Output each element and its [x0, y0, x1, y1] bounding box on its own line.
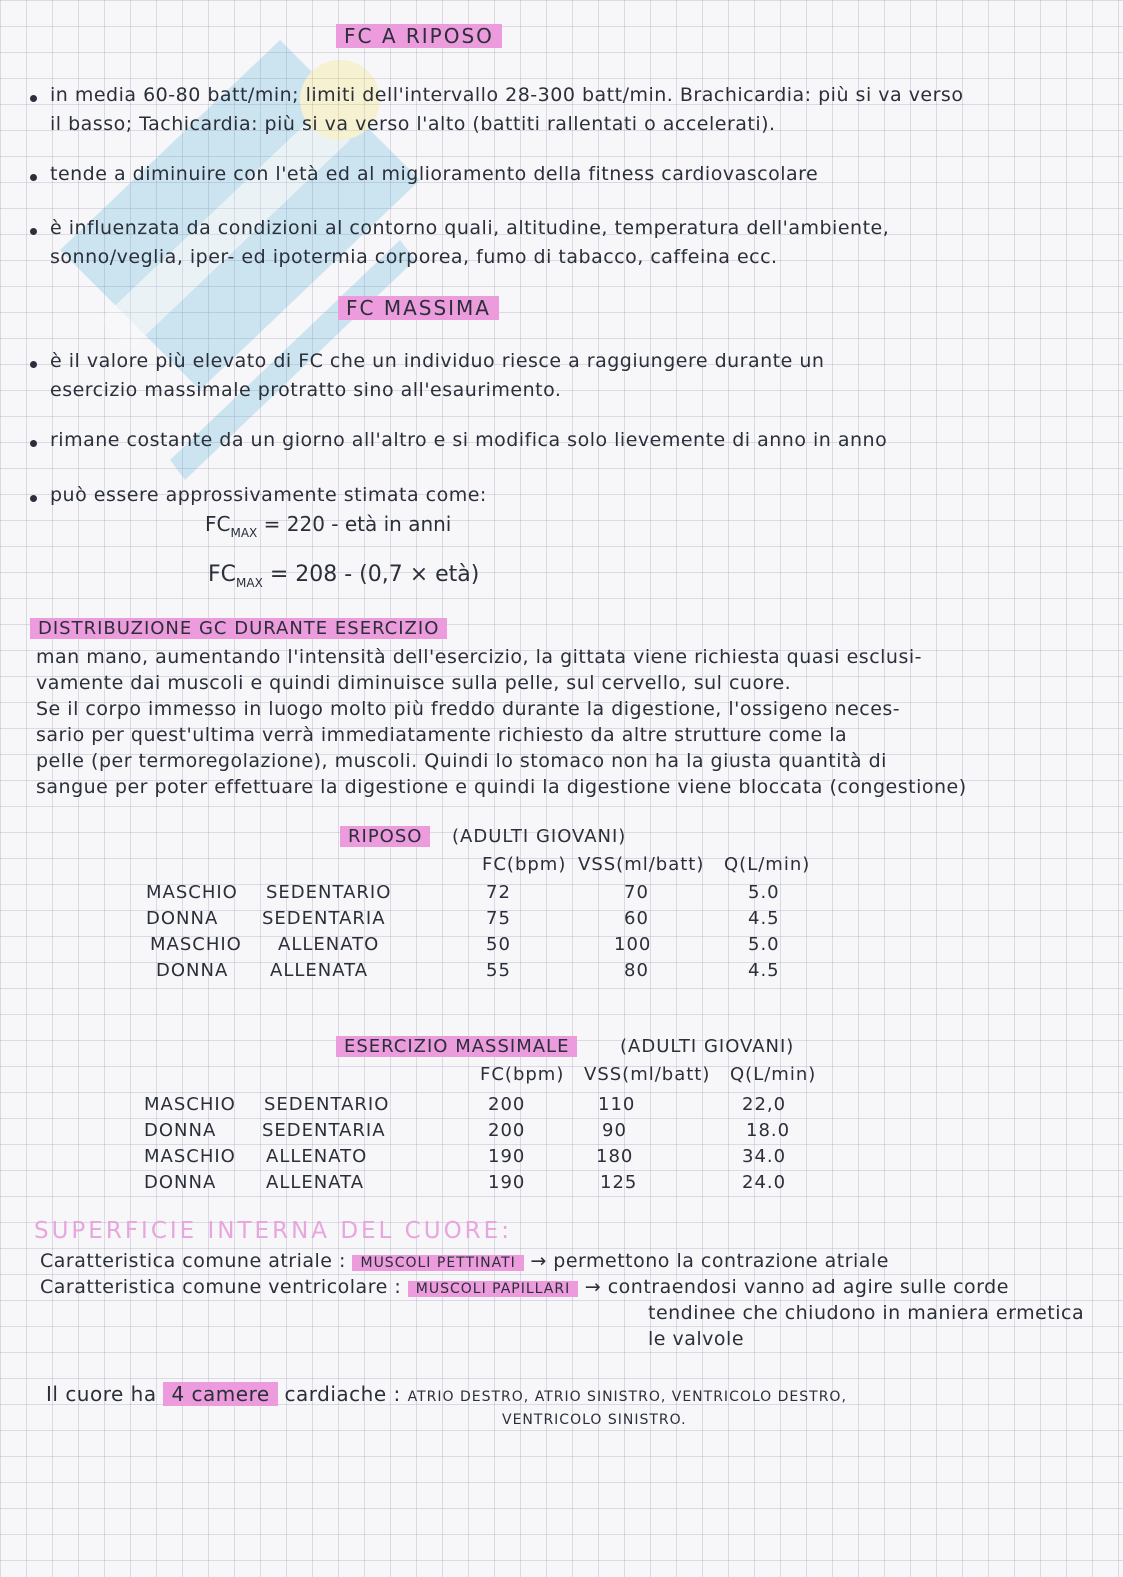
column-header: VSS(ml/batt) — [584, 1064, 711, 1085]
line-prefix: Caratteristica comune ventricolare : — [40, 1276, 402, 1298]
text-line: sangue per poter effettuare la digestione e quindi la digestione viene bloccata (congestione) — [36, 776, 967, 798]
text-line: rimane costante da un giorno all'altro e si modifica solo lievemente di anno in anno — [50, 429, 888, 451]
cell-q: 18.0 — [746, 1120, 791, 1141]
row-label: MASCHIO — [144, 1094, 236, 1115]
table-title-esercizio: ESERCIZIO MASSIMALE — [336, 1036, 577, 1057]
bullet-dot — [30, 174, 37, 181]
cell-q: 5.0 — [748, 882, 780, 903]
column-header: FC(bpm) — [482, 854, 567, 875]
formula-right: = 220 - età in anni — [263, 512, 452, 536]
line-rest: → permettono la contrazione atriale — [530, 1250, 889, 1272]
text-line: è il valore più elevato di FC che un individuo riesce a raggiungere durante un — [50, 350, 825, 372]
formula-sub: MAX — [230, 526, 258, 540]
cell-vss: 125 — [600, 1172, 638, 1193]
text-line: le valvole — [648, 1328, 745, 1350]
cell-fc: 190 — [488, 1172, 526, 1193]
section-title-superficie: SUPERFICIE INTERNA DEL CUORE: — [34, 1218, 512, 1244]
row-status: SEDENTARIO — [266, 882, 392, 903]
text-line: pelle (per termoregolazione), muscoli. Quindi lo stomaco non ha la giusta quantità di — [36, 750, 887, 772]
line-rest: → contraendosi vanno ad agire sulle corde — [584, 1276, 1009, 1298]
row-label: DONNA — [156, 960, 229, 981]
text-line — [46, 1382, 847, 1406]
section-title-distribuzione: DISTRIBUZIONE GC DURANTE ESERCIZIO — [30, 618, 447, 639]
text-line: tendinee che chiudono in maniera ermetica — [648, 1302, 1085, 1324]
row-label: MASCHIO — [144, 1146, 236, 1167]
row-status: ALLENATA — [270, 960, 369, 981]
cell-q: 34.0 — [742, 1146, 787, 1167]
row-status: SEDENTARIA — [262, 1120, 386, 1141]
cell-vss: 80 — [624, 960, 649, 981]
term-highlight: MUSCOLI PAPILLARI — [408, 1281, 578, 1297]
chambers-list: ATRIO DESTRO, ATRIO SINISTRO, VENTRICOLO DESTRO, — [407, 1389, 847, 1405]
line-prefix: Il cuore ha — [46, 1382, 157, 1406]
cell-vss: 90 — [602, 1120, 627, 1141]
section-title-fc-massima: FC MASSIMA — [338, 296, 499, 320]
row-label: DONNA — [146, 908, 219, 929]
column-header: Q(L/min) — [724, 854, 811, 875]
row-status: ALLENATO — [278, 934, 380, 955]
formula-sub: MAX — [236, 576, 263, 590]
cell-q: 4.5 — [748, 960, 780, 981]
cell-q: 24.0 — [742, 1172, 787, 1193]
cell-vss: 60 — [624, 908, 649, 929]
cell-q: 4.5 — [748, 908, 780, 929]
term-highlight: 4 camere — [163, 1382, 277, 1406]
cell-vss: 100 — [614, 934, 652, 955]
line-rest: cardiache : — [284, 1382, 401, 1406]
text-line: Se il corpo immesso in luogo molto più freddo durante la digestione, l'ossigeno neces- — [36, 698, 901, 720]
text-line: tende a diminuire con l'età ed al miglioramento della fitness cardiovascolare — [50, 163, 819, 185]
text-line: è influenzata da condizioni al contorno quali, altitudine, temperatura dell'ambiente, — [50, 217, 890, 239]
row-label: MASCHIO — [150, 934, 242, 955]
cell-vss: 70 — [624, 882, 649, 903]
cell-q: 22,0 — [742, 1094, 787, 1115]
text-line: man mano, aumentando l'intensità dell'esercizio, la gittata viene richiesta quasi esclusi- — [36, 646, 923, 668]
bullet-dot — [30, 95, 37, 102]
table-subtitle: (ADULTI GIOVANI) — [452, 826, 627, 847]
chambers-list-cont: VENTRICOLO SINISTRO. — [502, 1412, 687, 1428]
table-title-riposo: RIPOSO — [340, 826, 430, 847]
text-line: può essere approssivamente stimata come: — [50, 484, 487, 506]
bullet-dot — [30, 495, 37, 502]
row-label: MASCHIO — [146, 882, 238, 903]
row-status: SEDENTARIO — [264, 1094, 390, 1115]
cell-fc: 72 — [486, 882, 511, 903]
formula-right: = 208 - (0,7 × età) — [269, 562, 480, 587]
row-status: SEDENTARIA — [262, 908, 386, 929]
text-line: vamente dai muscoli e quindi diminuisce sulla pelle, sul cervello, sul cuore. — [36, 672, 792, 694]
text-line: il basso; Tachicardia: più si va verso l'alto (battiti rallentati o accelerati). — [50, 113, 776, 135]
cell-fc: 55 — [486, 960, 511, 981]
cell-fc: 50 — [486, 934, 511, 955]
cell-fc: 190 — [488, 1146, 526, 1167]
table-subtitle: (ADULTI GIOVANI) — [620, 1036, 795, 1057]
text-line — [40, 1276, 1009, 1298]
column-header: Q(L/min) — [730, 1064, 817, 1085]
cell-vss: 180 — [596, 1146, 634, 1167]
row-status: ALLENATO — [266, 1146, 368, 1167]
column-header: VSS(ml/batt) — [578, 854, 705, 875]
formula-fcmax-1 — [205, 512, 451, 540]
formula-left: FC — [205, 512, 231, 536]
cell-q: 5.0 — [748, 934, 780, 955]
term-highlight: MUSCOLI PETTINATI — [352, 1255, 523, 1271]
cell-fc: 200 — [488, 1094, 526, 1115]
row-status: ALLENATA — [266, 1172, 365, 1193]
text-line: sonno/veglia, iper- ed ipotermia corporea, fumo di tabacco, caffeina ecc. — [50, 246, 778, 268]
formula-left: FC — [208, 562, 237, 587]
line-prefix: Caratteristica comune atriale : — [40, 1250, 346, 1272]
text-line: sario per quest'ultima verrà immediatamente richiesto da altre strutture come la — [36, 724, 848, 746]
cell-fc: 200 — [488, 1120, 526, 1141]
text-line: in media 60-80 batt/min; limiti dell'intervallo 28-300 batt/min. Brachicardia: più si va verso — [50, 84, 964, 106]
bullet-dot — [30, 361, 37, 368]
cell-vss: 110 — [598, 1094, 636, 1115]
row-label: DONNA — [144, 1172, 217, 1193]
bullet-dot — [30, 440, 37, 447]
bullet-dot — [30, 228, 37, 235]
formula-fcmax-2 — [208, 562, 479, 590]
text-line — [40, 1250, 889, 1272]
section-title-fc-riposo: FC A RIPOSO — [336, 24, 502, 48]
text-line: esercizio massimale protratto sino all'esaurimento. — [50, 379, 562, 401]
column-header: FC(bpm) — [480, 1064, 565, 1085]
row-label: DONNA — [144, 1120, 217, 1141]
cell-fc: 75 — [486, 908, 511, 929]
